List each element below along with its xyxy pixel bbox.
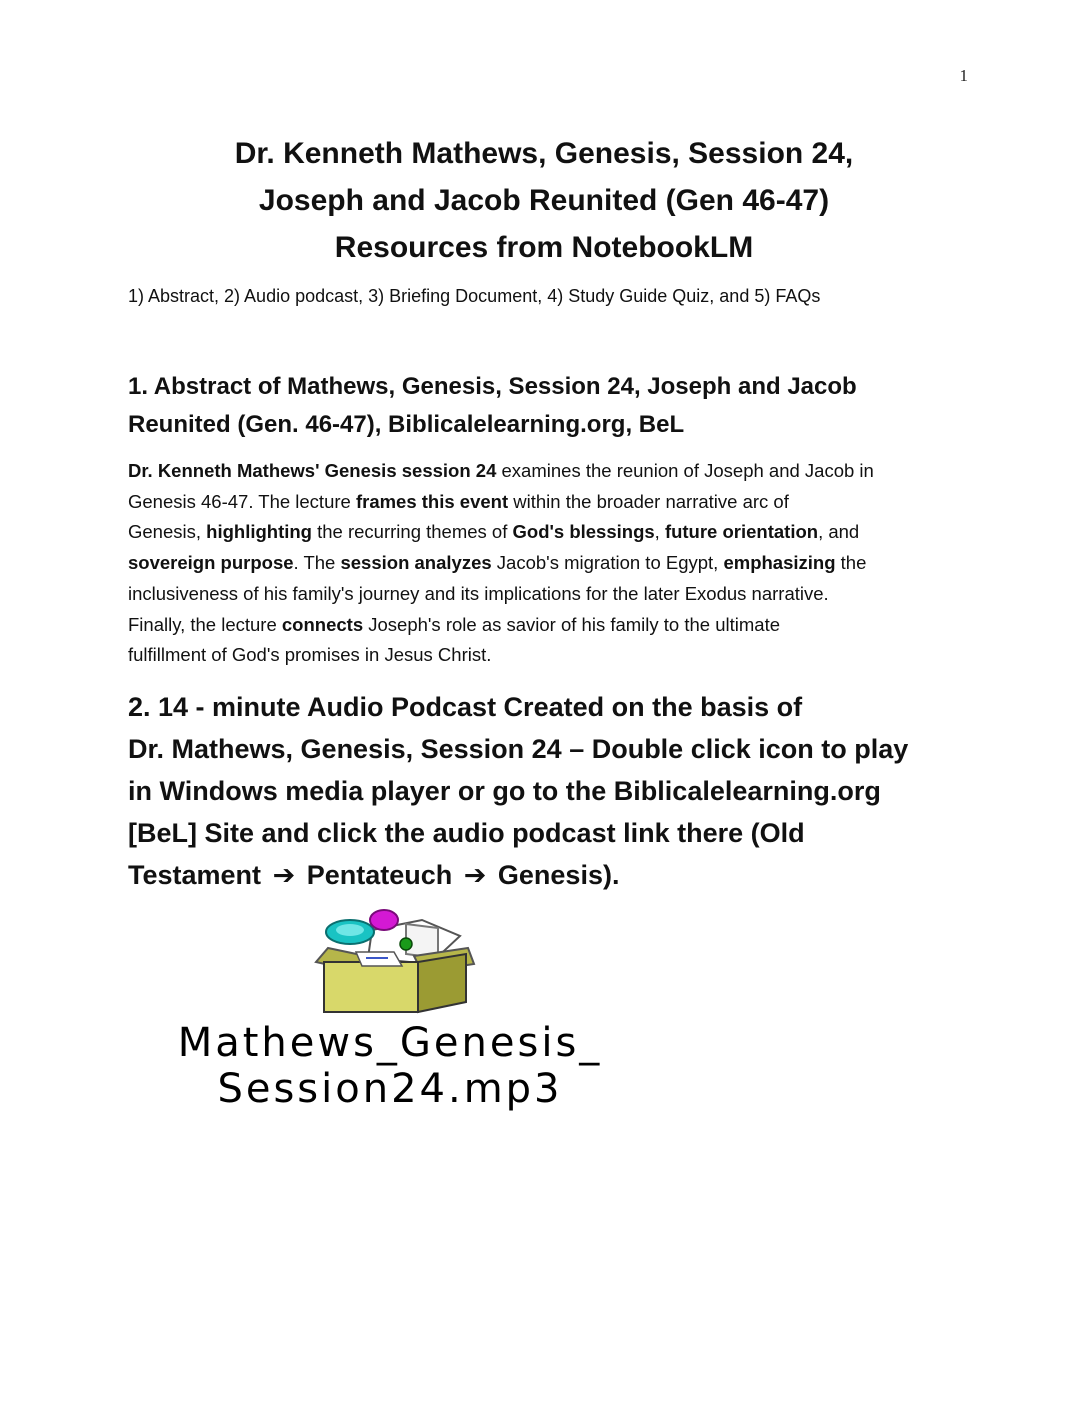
abstract-text: Jacob's migration to Egypt, [491,552,724,574]
breadcrumb-genesis: Genesis). [497,860,620,890]
abstract-bold: future orientation [664,521,819,543]
audio-podcast-icon[interactable] [310,906,476,1016]
abstract-line [128,548,958,579]
section-2-line-3: in Windows media player or go to the Biblicalelearning.org [128,776,881,806]
section-1-heading-line-1: 1. Abstract of Mathews, Genesis, Session 24, Joseph and Jacob [128,373,857,400]
breadcrumb-pentateuch: Pentateuch [306,860,453,890]
abstract-bold: emphasizing [723,552,836,574]
abstract-text: Joseph's role as savior of his family to the ultimate [363,613,780,635]
abstract-bold: sovereign purpose [128,552,294,574]
abstract-line [128,456,958,487]
abstract-text: the [835,552,867,574]
abstract-line [128,610,958,641]
package-icon [310,906,476,1016]
abstract-text: inclusiveness of his family's journey and its implications for the later Exodus narrative. [128,582,829,604]
document-title [0,130,1088,271]
section-1-heading [128,368,958,444]
abstract-bold: session analyzes [340,552,492,574]
abstract-bold: frames this event [355,490,509,512]
abstract-text: examines the reunion of Joseph and Jacob in [496,460,874,481]
breadcrumb-old-testament: Testament [128,860,262,890]
abstract-line [128,487,958,518]
abstract-bold: Dr. Kenneth Mathews' Genesis session 24 [128,460,497,481]
contents-list: 1) Abstract, 2) Audio podcast, 3) Briefing Document, 4) Study Guide Quiz, and 5) FAQs [128,286,821,306]
abstract-text: Genesis, [128,521,207,543]
section-2-heading [128,686,968,896]
abstract-bold: connects [281,613,364,635]
abstract-line [128,579,958,610]
title-line-1: Dr. Kenneth Mathews, Genesis, Session 24, [234,137,854,170]
abstract-text: , [654,521,665,543]
section-2-line-2: Dr. Mathews, Genesis, Session 24 – Double click icon to play [128,734,909,764]
abstract-text: . The [293,552,341,574]
abstract-line [128,640,958,671]
title-line-3: Resources from NotebookLM [334,231,754,264]
filename-line-2: Session24.mp3 [217,1066,563,1112]
abstract-text: Finally, the lecture [128,613,282,635]
abstract-bold: God's blessings [512,521,655,543]
abstract-bold: highlighting [206,521,312,543]
abstract-text: within the broader narrative arc of [508,490,789,512]
abstract-text: Genesis 46-47. The lecture [128,490,356,512]
arrow-right-icon: ➔ [272,860,296,890]
section-2-line-4: [BeL] Site and click the audio podcast link there (Old [128,818,805,848]
page-number: 1 [959,66,968,85]
filename-line-1: Mathews_Genesis_ [177,1020,603,1066]
abstract-text: , and [818,521,860,543]
section-1-heading-line-2: Reunited (Gen. 46-47), Biblicalelearning.org, BeL [128,411,685,438]
abstract-text: the recurring themes of [311,521,513,543]
abstract-text: fulfillment of God's promises in Jesus Christ. [128,644,492,666]
abstract-paragraph [128,456,958,671]
section-2-line-1: 2. 14 - minute Audio Podcast Created on the basis of [128,692,803,722]
abstract-line [128,517,958,548]
audio-podcast-filename[interactable] [130,1020,650,1112]
arrow-right-icon: ➔ [463,860,487,890]
title-line-2: Joseph and Jacob Reunited (Gen 46-47) [258,184,830,217]
section-2-line-5 [128,854,968,896]
